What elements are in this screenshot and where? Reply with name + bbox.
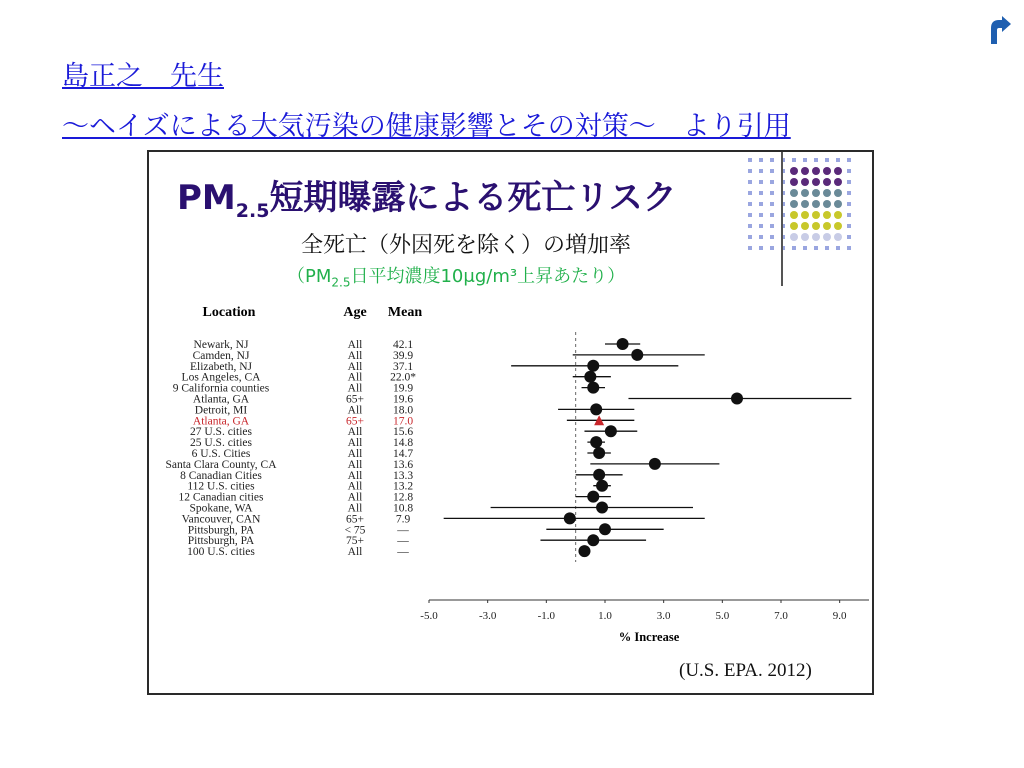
row-location-label: Detroit, MI: [194, 404, 248, 417]
column-header-mean: Mean: [387, 305, 423, 320]
decor-dot: [759, 158, 763, 162]
estimate-point: [587, 360, 599, 372]
estimate-point: [564, 512, 576, 524]
decor-dot: [834, 222, 842, 230]
slide-title: $PM_{2.5}$短期曝露による死亡リスク: [177, 178, 677, 222]
decor-dot: [759, 213, 763, 217]
slide-subtitle: 全死亡（外因死を除く）の増加率: [301, 233, 632, 258]
row-age-label: All: [347, 371, 363, 384]
row-location-label: 100 U.S. cities: [187, 546, 255, 559]
decor-dot: [847, 235, 851, 239]
x-tick-label: -1.0: [537, 610, 556, 622]
estimate-point: [617, 338, 629, 350]
row-mean-label: 13.3: [392, 469, 414, 482]
decor-dot: [759, 246, 763, 250]
decor-dot: [770, 224, 774, 228]
row-location-label: 9 California counties: [172, 382, 270, 395]
x-tick-label: 7.0: [774, 610, 788, 622]
estimate-point: [605, 425, 617, 437]
decor-dot: [823, 211, 831, 219]
slide-note: （$PM_{2.5}$日平均濃度10μg/m³上昇あたり）: [287, 266, 626, 290]
row-location-label: 25 U.S. cities: [190, 437, 252, 450]
decor-dot: [834, 178, 842, 186]
decor-dot: [834, 200, 842, 208]
decor-dot: [748, 158, 752, 162]
decor-dot: [847, 158, 851, 162]
decor-dot: [792, 246, 796, 250]
decor-dot: [823, 178, 831, 186]
decor-dot: [770, 191, 774, 195]
decor-dot: [770, 213, 774, 217]
row-mean-label: 12.8: [392, 491, 414, 504]
decor-dot: [790, 222, 798, 230]
row-age-label: All: [347, 404, 363, 417]
estimate-point: [731, 393, 743, 405]
decor-dot: [834, 167, 842, 175]
decor-dot: [812, 167, 820, 175]
decor-dot: [834, 189, 842, 197]
decor-dot: [823, 167, 831, 175]
decor-dot: [770, 169, 774, 173]
decor-dot: [748, 224, 752, 228]
decor-dot: [812, 178, 820, 186]
row-location-label: Atlanta, GA: [192, 393, 250, 406]
row-mean-label: 19.9: [392, 382, 414, 395]
row-age-label: < 75: [344, 524, 366, 537]
decor-dot: [812, 211, 820, 219]
forest-plot: [149, 292, 872, 662]
row-location-label: 12 Canadian cities: [178, 491, 264, 504]
row-age-label: All: [347, 502, 363, 515]
x-tick-label: -5.0: [420, 610, 438, 622]
return-arrow-icon[interactable]: [986, 16, 1012, 46]
decor-dot: [801, 178, 809, 186]
citation-source-link[interactable]: ～ヘイズによる大気汚染の健康影響とその対策～ より引用: [62, 111, 791, 142]
decor-dot: [834, 233, 842, 241]
decor-dot: [847, 180, 851, 184]
decorative-dot-pattern: [742, 152, 872, 277]
estimate-point: [596, 480, 608, 492]
row-mean-label: 17.0: [392, 415, 414, 428]
decor-dot: [790, 233, 798, 241]
decor-dot: [748, 235, 752, 239]
decor-dot: [801, 167, 809, 175]
column-header-age: Age: [343, 305, 367, 320]
slide-image: [147, 150, 874, 695]
x-tick-label: 5.0: [715, 610, 730, 622]
row-age-label: All: [347, 491, 363, 504]
decor-dot: [748, 246, 752, 250]
estimate-point: [599, 523, 611, 535]
decor-dot: [847, 246, 851, 250]
decor-dot: [759, 224, 763, 228]
row-location-label: Los Angeles, CA: [181, 371, 261, 384]
decor-dot: [792, 158, 796, 162]
estimate-point: [590, 436, 602, 448]
row-age-label: All: [347, 426, 363, 439]
row-mean-label: 18.0: [392, 404, 414, 417]
row-location-label: 8 Canadian Cities: [180, 469, 262, 482]
decor-dot: [790, 178, 798, 186]
estimate-point: [584, 371, 596, 383]
decor-dot: [748, 191, 752, 195]
row-age-label: 65+: [346, 513, 364, 526]
row-location-label: Atlanta, GA: [192, 415, 250, 428]
estimate-point: [590, 403, 602, 415]
row-age-label: All: [347, 339, 363, 351]
decor-dot: [770, 202, 774, 206]
decor-dot: [836, 246, 840, 250]
x-axis-label: % Increase: [618, 630, 680, 644]
x-tick-label: 1.0: [598, 610, 612, 622]
row-location-label: Elizabeth, NJ: [190, 360, 252, 373]
row-age-label: 65+: [346, 393, 364, 406]
decor-dot: [847, 224, 851, 228]
estimate-point: [593, 469, 605, 481]
row-mean-label: 39.9: [392, 349, 414, 362]
decor-dot: [812, 222, 820, 230]
row-mean-label: 13.6: [392, 458, 414, 471]
row-mean-label: 42.1: [392, 339, 414, 351]
decor-dot: [803, 246, 807, 250]
decor-dot: [823, 200, 831, 208]
row-mean-label: 14.7: [392, 448, 414, 460]
decor-dot: [847, 213, 851, 217]
estimate-point: [587, 534, 599, 546]
estimate-point: [631, 349, 643, 361]
row-mean-label: 22.0*: [390, 371, 416, 384]
row-age-label: All: [347, 437, 363, 450]
x-tick-label: -3.0: [478, 610, 497, 622]
row-mean-label: 14.8: [392, 437, 414, 450]
decor-dot: [847, 202, 851, 206]
decor-dot: [823, 222, 831, 230]
estimate-point: [587, 382, 599, 394]
decor-dot: [825, 158, 829, 162]
decor-dot: [836, 158, 840, 162]
decor-dot: [748, 213, 752, 217]
decor-dot: [748, 180, 752, 184]
decor-dot: [770, 180, 774, 184]
row-location-label: Newark, NJ: [193, 339, 249, 351]
decor-dot: [847, 169, 851, 173]
decor-dot: [834, 211, 842, 219]
row-age-label: All: [347, 480, 363, 493]
row-age-label: All: [347, 546, 363, 559]
decor-dot: [823, 189, 831, 197]
row-location-label: Santa Clara County, CA: [165, 458, 277, 471]
decor-dot: [759, 180, 763, 184]
row-location-label: Pittsburgh, PA: [187, 535, 255, 548]
estimate-point: [593, 447, 605, 459]
decor-dot: [801, 222, 809, 230]
estimate-point: [587, 491, 599, 503]
decor-dot: [770, 246, 774, 250]
decor-dot: [812, 233, 820, 241]
decor-dot: [801, 233, 809, 241]
row-age-label: All: [347, 458, 363, 471]
estimate-point: [578, 545, 590, 557]
decor-dot: [770, 158, 774, 162]
decor-dot: [790, 189, 798, 197]
row-location-label: 6 U.S. Cities: [191, 448, 251, 460]
row-age-label: All: [347, 448, 363, 460]
decor-dot: [812, 200, 820, 208]
decor-dot: [814, 246, 818, 250]
row-location-label: Pittsburgh, PA: [187, 524, 255, 537]
decor-dot: [748, 169, 752, 173]
decor-dot: [823, 233, 831, 241]
row-age-label: All: [347, 349, 363, 362]
estimate-point: [649, 458, 661, 470]
row-mean-label: —: [397, 524, 409, 537]
row-age-label: 65+: [346, 415, 364, 428]
decor-dot: [801, 189, 809, 197]
decor-dot: [847, 191, 851, 195]
decor-dot: [801, 200, 809, 208]
row-age-label: All: [347, 360, 363, 373]
row-mean-label: —: [397, 535, 409, 548]
decor-dot: [759, 169, 763, 173]
decor-dot: [812, 189, 820, 197]
decor-dot: [770, 235, 774, 239]
decorative-divider: [781, 152, 783, 286]
x-tick-label: 3.0: [656, 610, 671, 622]
decor-dot: [748, 202, 752, 206]
decor-dot: [790, 167, 798, 175]
row-mean-label: —: [397, 546, 409, 559]
row-location-label: Camden, NJ: [192, 349, 250, 362]
decor-dot: [759, 191, 763, 195]
row-age-label: 75+: [346, 535, 364, 548]
decor-dot: [759, 202, 763, 206]
column-header-location: Location: [202, 305, 256, 320]
decor-dot: [790, 200, 798, 208]
x-tick-label: 9.0: [832, 610, 847, 622]
row-mean-label: 7.9: [395, 513, 411, 526]
decor-dot: [814, 158, 818, 162]
row-mean-label: 19.6: [392, 393, 414, 406]
decor-dot: [825, 246, 829, 250]
row-location-label: 27 U.S. cities: [190, 426, 252, 439]
row-location-label: Spokane, WA: [189, 502, 253, 515]
row-mean-label: 10.8: [392, 502, 414, 515]
decor-dot: [803, 158, 807, 162]
decor-dot: [759, 235, 763, 239]
decor-dot: [801, 211, 809, 219]
row-mean-label: 13.2: [392, 480, 414, 493]
row-mean-label: 37.1: [392, 360, 414, 373]
row-location-label: 112 U.S. cities: [187, 480, 255, 493]
estimate-point: [596, 502, 608, 514]
source-citation: (U.S. EPA. 2012): [679, 660, 812, 681]
row-age-label: All: [347, 382, 363, 395]
row-location-label: Vancouver, CAN: [181, 513, 261, 526]
citation-author-link[interactable]: 島正之 先生: [62, 61, 224, 92]
row-mean-label: 15.6: [392, 426, 414, 439]
row-age-label: All: [347, 469, 363, 482]
decor-dot: [790, 211, 798, 219]
